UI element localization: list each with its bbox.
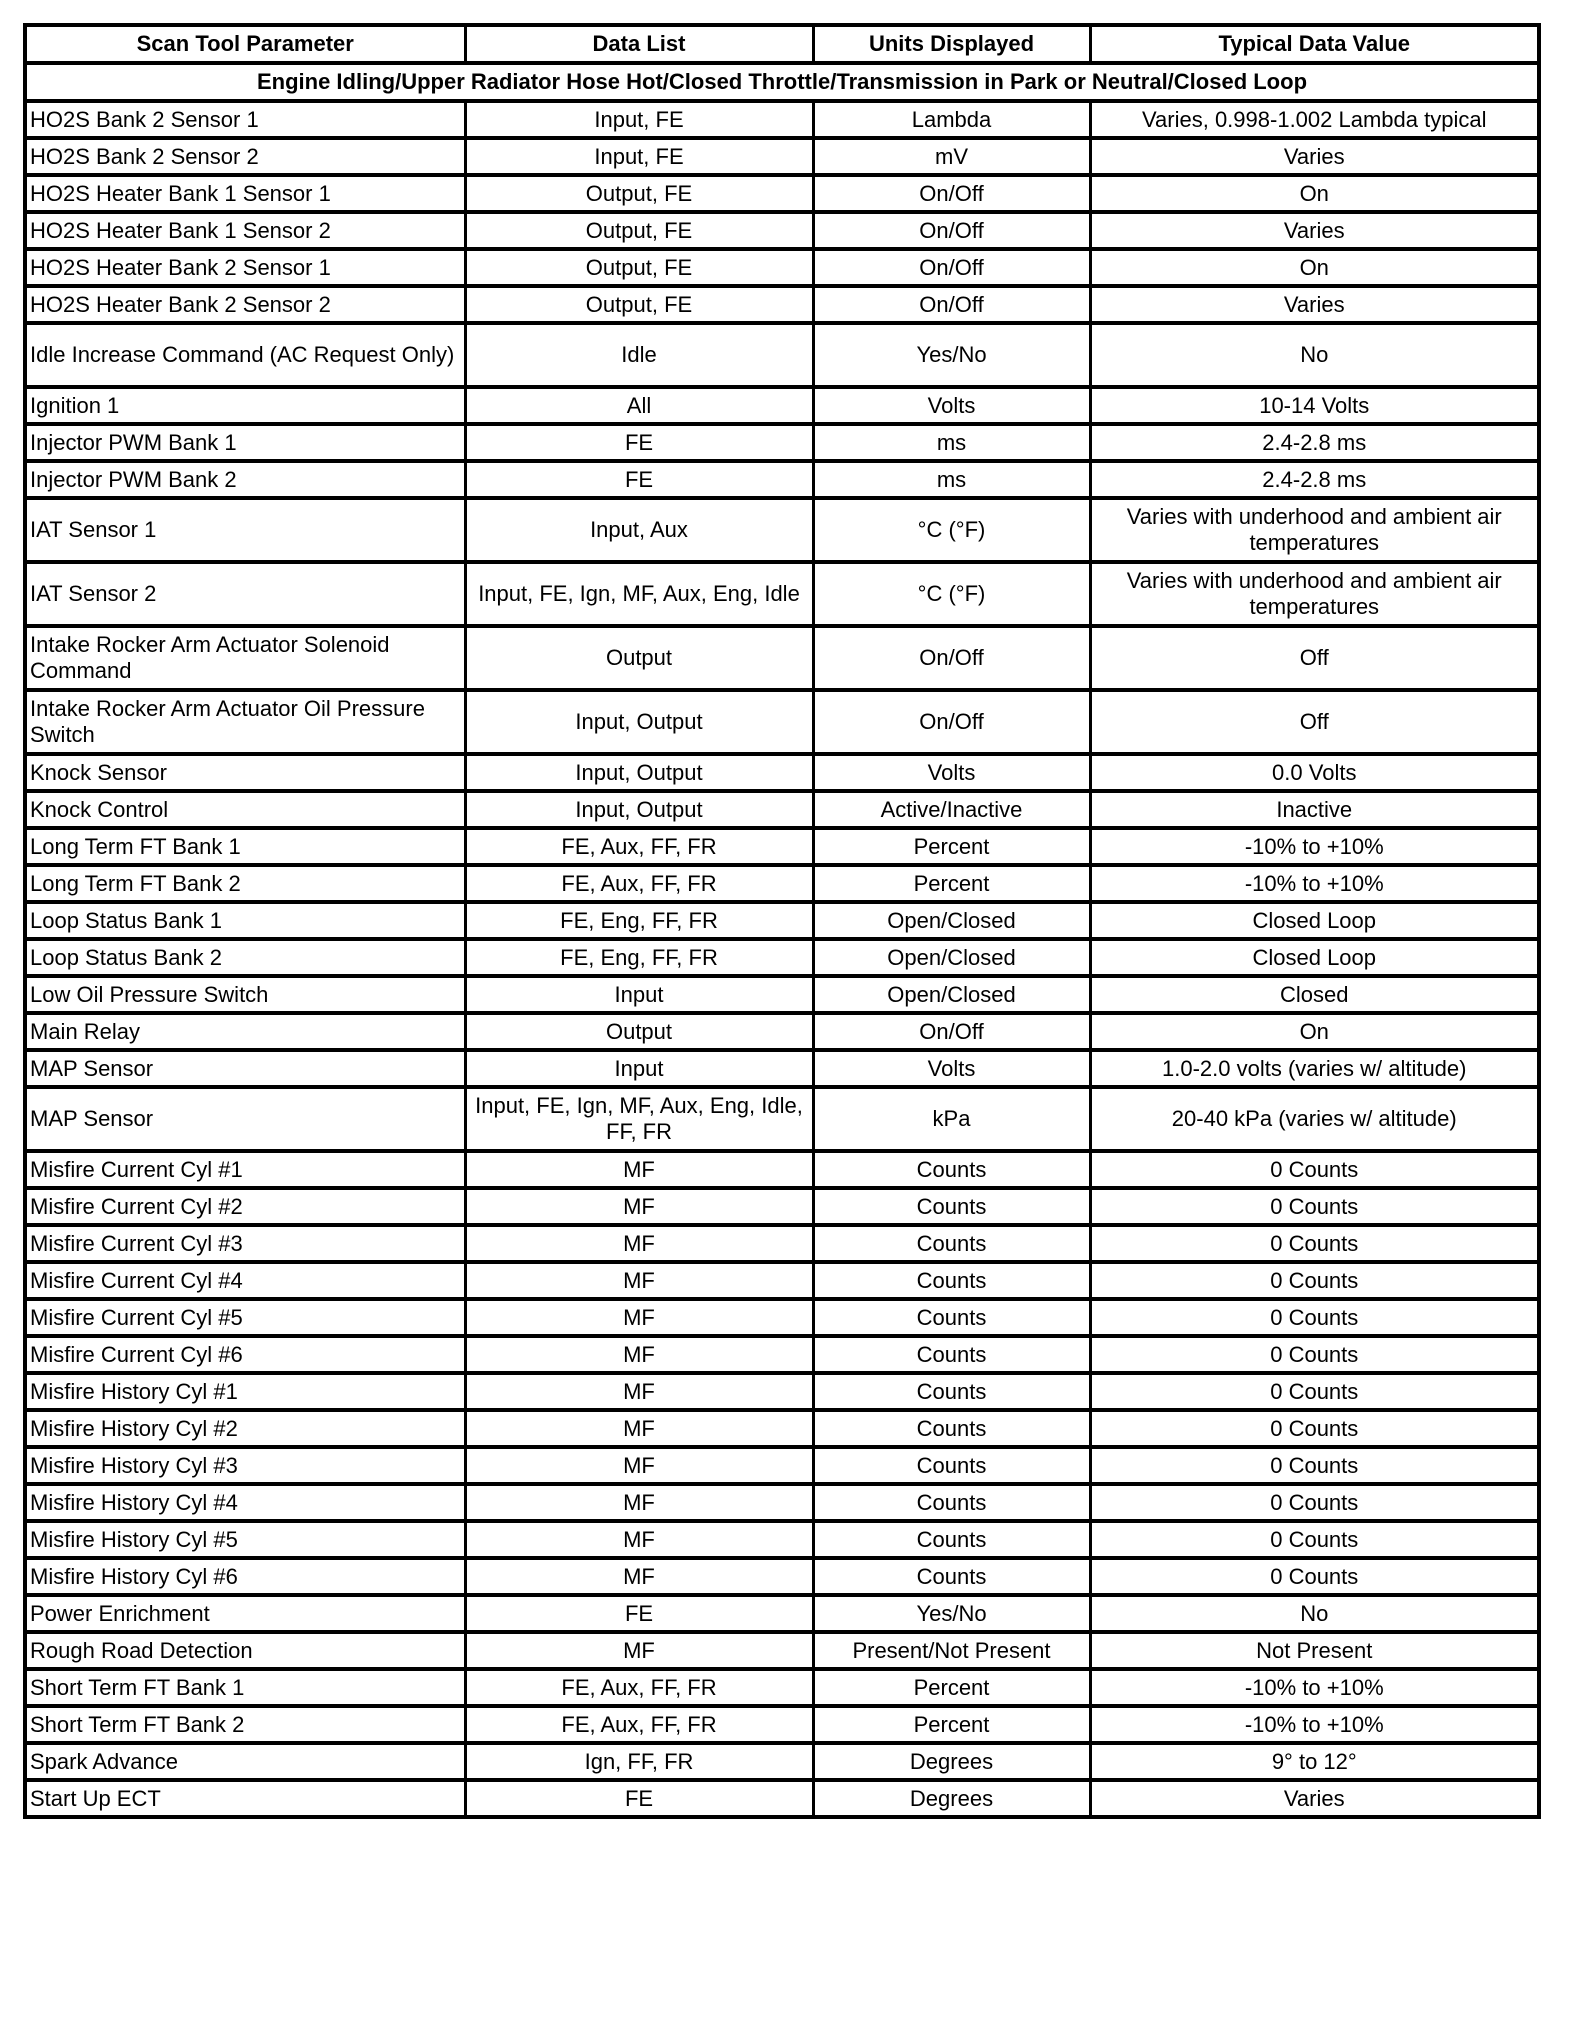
table-row [25,976,1539,1013]
cell-units: On/Off [813,286,1090,323]
cell-data-list: Input [465,976,813,1013]
cell-typical-value: 10-14 Volts [1090,387,1539,424]
table-row [25,1225,1539,1262]
table-row [25,138,1539,175]
cell-units: Counts [813,1188,1090,1225]
cell-typical-value: -10% to +10% [1090,865,1539,902]
table-row [25,1050,1539,1087]
cell-typical-value: Not Present [1090,1632,1539,1669]
cell-units: Yes/No [813,1595,1090,1632]
cell-units: Percent [813,865,1090,902]
cell-data-list: MF [465,1484,813,1521]
cell-data-list: MF [465,1632,813,1669]
cell-parameter: HO2S Heater Bank 1 Sensor 1 [25,175,465,212]
cell-units: Counts [813,1299,1090,1336]
cell-typical-value: 0.0 Volts [1090,754,1539,791]
cell-parameter: Misfire Current Cyl #2 [25,1188,465,1225]
cell-parameter: Short Term FT Bank 2 [25,1706,465,1743]
cell-data-list: Input, FE [465,101,813,138]
cell-typical-value: 0 Counts [1090,1484,1539,1521]
cell-typical-value: No [1090,323,1539,387]
cell-typical-value: 0 Counts [1090,1410,1539,1447]
cell-data-list: MF [465,1262,813,1299]
cell-units: °C (°F) [813,498,1090,562]
cell-parameter: Ignition 1 [25,387,465,424]
table-row [25,1151,1539,1188]
cell-parameter: Misfire Current Cyl #1 [25,1151,465,1188]
cell-units: Volts [813,1050,1090,1087]
cell-data-list: Input, Output [465,690,813,754]
table-row [25,626,1539,690]
cell-units: Volts [813,387,1090,424]
cell-units: Counts [813,1558,1090,1595]
header-typical-data-value: Typical Data Value [1090,25,1539,63]
cell-data-list: FE, Aux, FF, FR [465,1669,813,1706]
cell-data-list: FE, Aux, FF, FR [465,828,813,865]
cell-data-list: FE [465,1595,813,1632]
cell-units: Active/Inactive [813,791,1090,828]
cell-typical-value: Varies [1090,138,1539,175]
cell-data-list: FE, Aux, FF, FR [465,865,813,902]
cell-parameter: Misfire History Cyl #2 [25,1410,465,1447]
cell-units: Counts [813,1336,1090,1373]
cell-typical-value: Varies [1090,212,1539,249]
header-data-list: Data List [465,25,813,63]
table-body [25,63,1539,1817]
table-row [25,101,1539,138]
cell-units: Open/Closed [813,976,1090,1013]
cell-parameter: Injector PWM Bank 1 [25,424,465,461]
cell-parameter: HO2S Bank 2 Sensor 1 [25,101,465,138]
cell-typical-value: 0 Counts [1090,1336,1539,1373]
cell-units: Percent [813,1706,1090,1743]
cell-typical-value: Closed [1090,976,1539,1013]
cell-typical-value: Closed Loop [1090,939,1539,976]
cell-units: Counts [813,1225,1090,1262]
cell-units: ms [813,461,1090,498]
cell-parameter: Misfire History Cyl #3 [25,1447,465,1484]
cell-data-list: Output [465,1013,813,1050]
cell-units: ms [813,424,1090,461]
cell-parameter: Misfire History Cyl #6 [25,1558,465,1595]
table-row [25,498,1539,562]
cell-parameter: Main Relay [25,1013,465,1050]
cell-units: On/Off [813,249,1090,286]
cell-parameter: Intake Rocker Arm Actuator Oil Pressure Switch [25,690,465,754]
cell-typical-value: 20-40 kPa (varies w/ altitude) [1090,1087,1539,1151]
table-row [25,1558,1539,1595]
cell-parameter: Misfire History Cyl #4 [25,1484,465,1521]
cell-typical-value: Off [1090,626,1539,690]
cell-data-list: Input, FE [465,138,813,175]
cell-units: Counts [813,1484,1090,1521]
cell-data-list: MF [465,1151,813,1188]
cell-typical-value: Varies with underhood and ambient air temperatures [1090,562,1539,626]
cell-data-list: MF [465,1299,813,1336]
table-row [25,1780,1539,1817]
cell-data-list: MF [465,1410,813,1447]
cell-typical-value: -10% to +10% [1090,1669,1539,1706]
table-row [25,1706,1539,1743]
cell-data-list: MF [465,1225,813,1262]
table-row [25,286,1539,323]
cell-parameter: Long Term FT Bank 2 [25,865,465,902]
cell-units: Counts [813,1447,1090,1484]
table-row [25,1188,1539,1225]
cell-parameter: IAT Sensor 2 [25,562,465,626]
cell-parameter: HO2S Heater Bank 2 Sensor 1 [25,249,465,286]
cell-typical-value: 9° to 12° [1090,1743,1539,1780]
table-row [25,1336,1539,1373]
cell-units: kPa [813,1087,1090,1151]
cell-data-list: MF [465,1373,813,1410]
cell-parameter: Spark Advance [25,1743,465,1780]
table-row [25,865,1539,902]
cell-units: Present/Not Present [813,1632,1090,1669]
cell-parameter: IAT Sensor 1 [25,498,465,562]
cell-data-list: MF [465,1447,813,1484]
header-row [25,25,1539,63]
cell-parameter: Idle Increase Command (AC Request Only) [25,323,465,387]
cell-parameter: Loop Status Bank 2 [25,939,465,976]
table-row [25,791,1539,828]
table-row [25,1410,1539,1447]
cell-data-list: Output [465,626,813,690]
cell-data-list: Input, Output [465,791,813,828]
cell-parameter: Misfire Current Cyl #5 [25,1299,465,1336]
cell-data-list: FE [465,424,813,461]
cell-units: Volts [813,754,1090,791]
cell-typical-value: Varies, 0.998-1.002 Lambda typical [1090,101,1539,138]
cell-units: Percent [813,828,1090,865]
section-title: Engine Idling/Upper Radiator Hose Hot/Closed Throttle/Transmission in Park or Neutral/Closed Loop [25,63,1539,101]
table-row [25,175,1539,212]
table-row [25,754,1539,791]
cell-data-list: FE [465,461,813,498]
cell-typical-value: On [1090,1013,1539,1050]
cell-typical-value: Varies [1090,1780,1539,1817]
table-row [25,461,1539,498]
cell-typical-value: On [1090,249,1539,286]
cell-data-list: MF [465,1188,813,1225]
cell-units: Counts [813,1151,1090,1188]
cell-parameter: Start Up ECT [25,1780,465,1817]
cell-data-list: Input, Output [465,754,813,791]
cell-typical-value: Varies with underhood and ambient air temperatures [1090,498,1539,562]
table-row [25,249,1539,286]
cell-typical-value: 0 Counts [1090,1299,1539,1336]
cell-typical-value: -10% to +10% [1090,1706,1539,1743]
header-scan-tool-parameter: Scan Tool Parameter [25,25,465,63]
table-row [25,1373,1539,1410]
cell-units: Degrees [813,1780,1090,1817]
cell-parameter: Low Oil Pressure Switch [25,976,465,1013]
cell-parameter: MAP Sensor [25,1050,465,1087]
cell-units: Open/Closed [813,939,1090,976]
cell-typical-value: 0 Counts [1090,1151,1539,1188]
cell-data-list: Idle [465,323,813,387]
table-row [25,1262,1539,1299]
cell-units: Percent [813,1669,1090,1706]
table-row [25,1743,1539,1780]
cell-typical-value: On [1090,175,1539,212]
cell-parameter: HO2S Bank 2 Sensor 2 [25,138,465,175]
cell-parameter: Misfire Current Cyl #6 [25,1336,465,1373]
cell-parameter: Misfire Current Cyl #4 [25,1262,465,1299]
cell-typical-value: 0 Counts [1090,1373,1539,1410]
table-row [25,424,1539,461]
table-row [25,690,1539,754]
table-row [25,1669,1539,1706]
table-row [25,1521,1539,1558]
cell-typical-value: 2.4-2.8 ms [1090,461,1539,498]
cell-data-list: Input, FE, Ign, MF, Aux, Eng, Idle [465,562,813,626]
cell-parameter: Knock Sensor [25,754,465,791]
cell-typical-value: No [1090,1595,1539,1632]
cell-data-list: Ign, FF, FR [465,1743,813,1780]
table-row [25,1447,1539,1484]
cell-data-list: Output, FE [465,286,813,323]
cell-parameter: Intake Rocker Arm Actuator Solenoid Command [25,626,465,690]
cell-parameter: Misfire History Cyl #1 [25,1373,465,1410]
table-row [25,212,1539,249]
cell-typical-value: Off [1090,690,1539,754]
table-row [25,1632,1539,1669]
cell-units: °C (°F) [813,562,1090,626]
cell-units: On/Off [813,212,1090,249]
cell-typical-value: 2.4-2.8 ms [1090,424,1539,461]
cell-data-list: Output, FE [465,249,813,286]
cell-typical-value: Closed Loop [1090,902,1539,939]
cell-data-list: Output, FE [465,212,813,249]
table-row [25,1087,1539,1151]
cell-typical-value: -10% to +10% [1090,828,1539,865]
scan-tool-data-table-container [23,23,1537,1819]
cell-data-list: FE [465,1780,813,1817]
cell-data-list: FE, Eng, FF, FR [465,939,813,976]
cell-units: Degrees [813,1743,1090,1780]
cell-data-list: MF [465,1521,813,1558]
section-row [25,63,1539,101]
table-row [25,562,1539,626]
table-row [25,902,1539,939]
cell-typical-value: Varies [1090,286,1539,323]
cell-typical-value: 0 Counts [1090,1188,1539,1225]
cell-data-list: Input, Aux [465,498,813,562]
cell-data-list: Input [465,1050,813,1087]
cell-parameter: Long Term FT Bank 1 [25,828,465,865]
cell-units: Counts [813,1410,1090,1447]
cell-units: mV [813,138,1090,175]
cell-units: On/Off [813,690,1090,754]
cell-data-list: MF [465,1558,813,1595]
cell-parameter: Injector PWM Bank 2 [25,461,465,498]
table-header [25,25,1539,63]
cell-typical-value: 0 Counts [1090,1521,1539,1558]
cell-parameter: Power Enrichment [25,1595,465,1632]
cell-units: On/Off [813,1013,1090,1050]
cell-parameter: HO2S Heater Bank 2 Sensor 2 [25,286,465,323]
cell-units: On/Off [813,626,1090,690]
cell-typical-value: 0 Counts [1090,1558,1539,1595]
cell-units: Counts [813,1262,1090,1299]
cell-units: On/Off [813,175,1090,212]
table-row [25,1595,1539,1632]
header-units-displayed: Units Displayed [813,25,1090,63]
cell-data-list: Input, FE, Ign, MF, Aux, Eng, Idle, FF, FR [465,1087,813,1151]
cell-parameter: Rough Road Detection [25,1632,465,1669]
table-row [25,828,1539,865]
cell-parameter: Misfire Current Cyl #3 [25,1225,465,1262]
cell-parameter: Short Term FT Bank 1 [25,1669,465,1706]
scan-tool-data-table [23,23,1541,1819]
table-row [25,1299,1539,1336]
table-row [25,323,1539,387]
table-row [25,1484,1539,1521]
cell-units: Lambda [813,101,1090,138]
cell-units: Counts [813,1373,1090,1410]
table-row [25,1013,1539,1050]
cell-units: Yes/No [813,323,1090,387]
cell-data-list: FE, Eng, FF, FR [465,902,813,939]
cell-typical-value: Inactive [1090,791,1539,828]
cell-parameter: Loop Status Bank 1 [25,902,465,939]
cell-parameter: HO2S Heater Bank 1 Sensor 2 [25,212,465,249]
table-row [25,939,1539,976]
cell-data-list: MF [465,1336,813,1373]
cell-typical-value: 1.0-2.0 volts (varies w/ altitude) [1090,1050,1539,1087]
cell-parameter: MAP Sensor [25,1087,465,1151]
cell-data-list: All [465,387,813,424]
cell-units: Counts [813,1521,1090,1558]
cell-typical-value: 0 Counts [1090,1447,1539,1484]
cell-typical-value: 0 Counts [1090,1262,1539,1299]
cell-data-list: FE, Aux, FF, FR [465,1706,813,1743]
cell-units: Open/Closed [813,902,1090,939]
cell-data-list: Output, FE [465,175,813,212]
table-row [25,387,1539,424]
cell-typical-value: 0 Counts [1090,1225,1539,1262]
cell-parameter: Knock Control [25,791,465,828]
cell-parameter: Misfire History Cyl #5 [25,1521,465,1558]
